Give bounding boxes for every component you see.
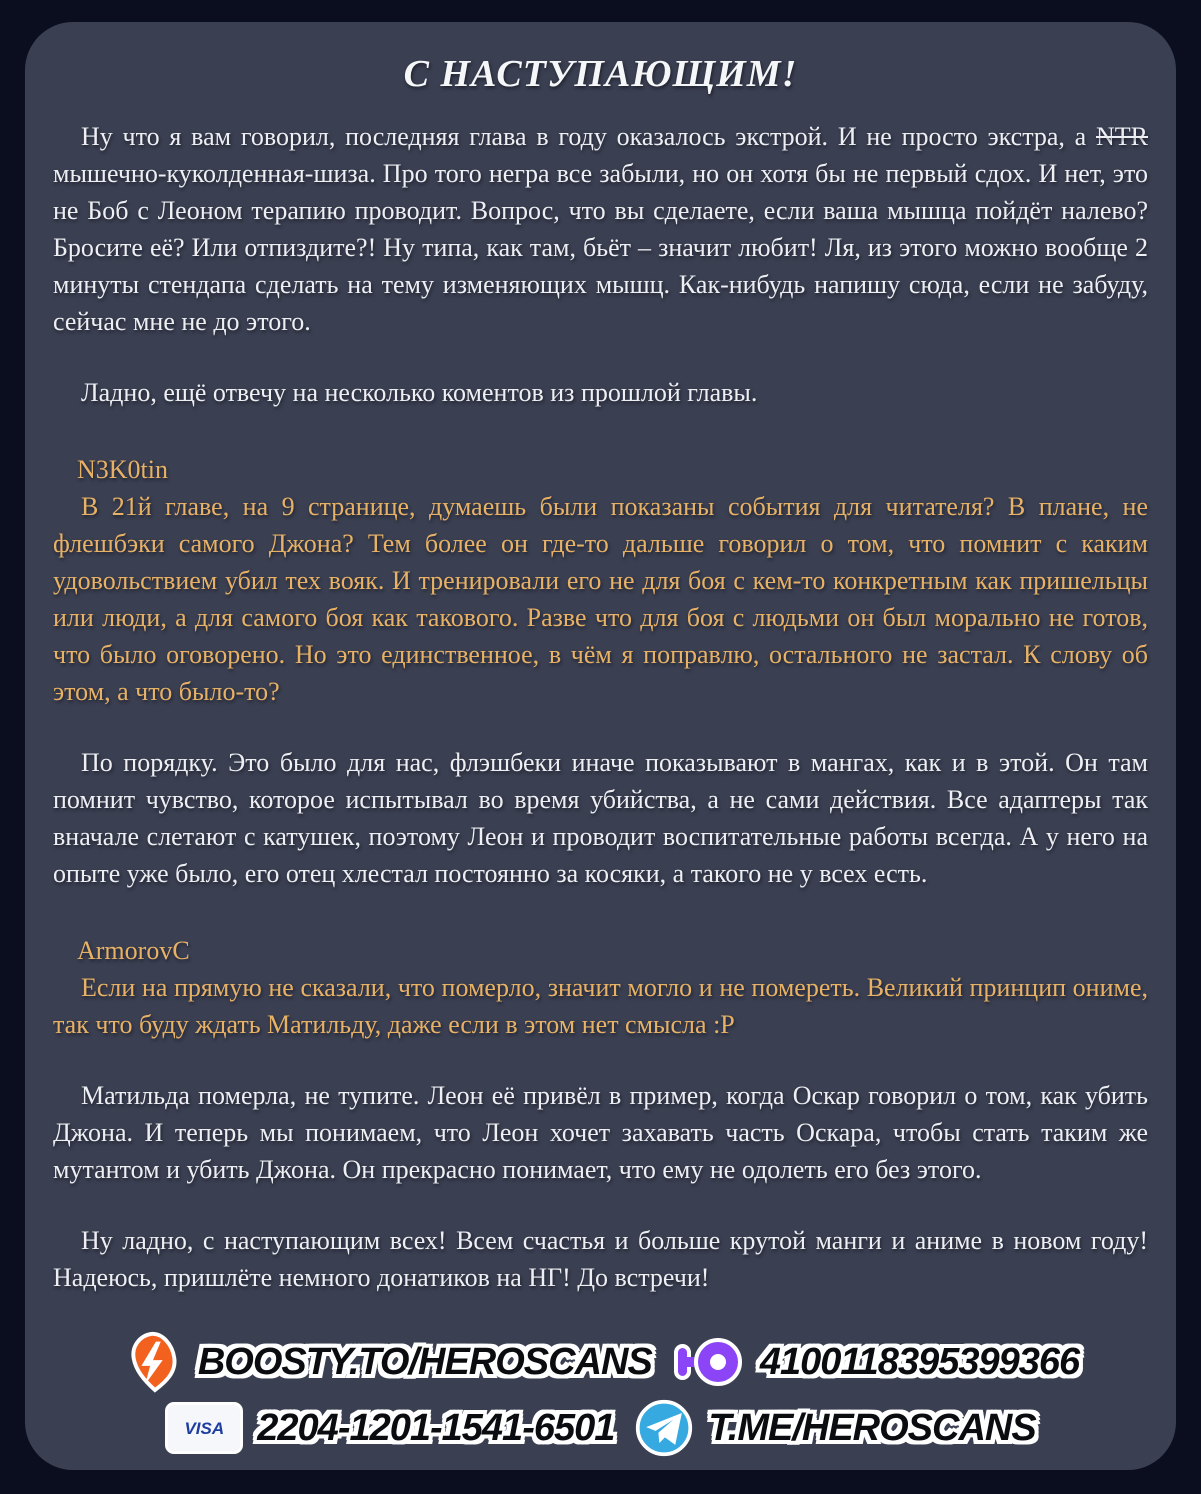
telegram-link bbox=[634, 1398, 1035, 1458]
boosty-url: BOOSTY.TO/HEROSCANS bbox=[197, 1340, 652, 1383]
strikethrough-text: NTR bbox=[1096, 122, 1148, 151]
footer-row-2 bbox=[165, 1398, 1035, 1458]
comment2-username: ArmorovC bbox=[77, 936, 190, 965]
comment1-username: N3K0tin bbox=[77, 455, 168, 484]
yoomoney-number: 4100118395399366 bbox=[759, 1340, 1080, 1383]
page-title: С НАСТУПАЮЩИМ! bbox=[403, 53, 798, 95]
intro-text-post: мышечно-куколденная-шиза. Про того негра все забыли, но он хотя бы не первый сдох. И нет, это не Боб с Леоном терапию проводит. Вопрос, что вы сделаете, если ваша мышца пойдёт налево? Бросите её? Или отпиздите?! Ну типа, как там, бьёт – значит любит! Ля, из этого можно вообще 2 минуты стендапа сделать на тему изменяющих мышц. Как-нибудь напишу сюда, если не забуду, сейчас мне не до этого. bbox=[53, 159, 1148, 336]
boosty-icon bbox=[122, 1330, 184, 1394]
telegram-url: T.ME/HEROSCANS bbox=[708, 1406, 1036, 1449]
intro-paragraph bbox=[53, 118, 1148, 340]
intro-text-pre: Ну что я вам говорил, последняя глава в году оказалось экстрой. И не просто экстра, а bbox=[81, 122, 1096, 151]
transition-paragraph: Ладно, ещё отвечу на несколько коментов из прошлой главы. bbox=[81, 378, 758, 407]
translator-note-panel bbox=[25, 22, 1176, 1470]
boosty-link bbox=[122, 1330, 652, 1394]
telegram-icon bbox=[634, 1398, 694, 1458]
visa-logo-text: VISA bbox=[184, 1418, 225, 1438]
visa-card-icon bbox=[165, 1402, 243, 1454]
comment2-quote: Если на прямую не сказали, что померло, значит могло и не помереть. Великий принцип ониме, так что буду ждать Матильду, даже если в этом нет смысла :P bbox=[53, 973, 1148, 1039]
comment1-reply: По порядку. Это было для нас, флэшбеки иначе показывают в мангах, как и в этой. Он там помнит чувство, которое испытывал во время убийства, а не сами действия. Все адаптеры так вначале слетают с катушек, поэтому Леон и проводит воспитательные работы всегда. А у него на опыте уже было, его отец хлестал постоянно за косяки, а такого не у всех есть. bbox=[53, 748, 1148, 888]
comment2-reply: Матильда померла, не тупите. Леон её привёл в пример, когда Оскар говорил о том, как убить Джона. И теперь мы понимаем, что Леон хочет захавать часть Оскара, чтобы стать таким же мутантом и убить Джона. Он прекрасно понимает, что ему не одолеть его без этого. bbox=[53, 1081, 1148, 1184]
comment1-quote: В 21й главе, на 9 странице, думаешь были показаны события для читателя? В плане, не флешбэки самого Джона? Тем более он где-то дальше говорил о том, что помнит с каким удовольствием убил тех вояк. И тренировали его не для боя с кем-то конкретным как пришельцы или люди, а для самого боя как такового. Разве что для боя с людьми он был морально не готов, что было оговорено. Но это единственное, в чём я поправлю, остального не застал. К слову об этом, а что было-то? bbox=[53, 492, 1148, 706]
yoomoney-wallet bbox=[672, 1333, 1079, 1391]
yoomoney-icon bbox=[672, 1333, 746, 1391]
card-number-item bbox=[165, 1402, 614, 1454]
outro-paragraph: Ну ладно, с наступающим всех! Всем счастья и больше крутой манги и аниме в новом году! Надеюсь, пришлёте немного донатиков на НГ! До встречи! bbox=[53, 1226, 1148, 1292]
footer-row-1 bbox=[122, 1330, 1079, 1394]
credits-footer bbox=[53, 1330, 1148, 1466]
card-number: 2204-1201-1541-6501 bbox=[257, 1406, 615, 1449]
